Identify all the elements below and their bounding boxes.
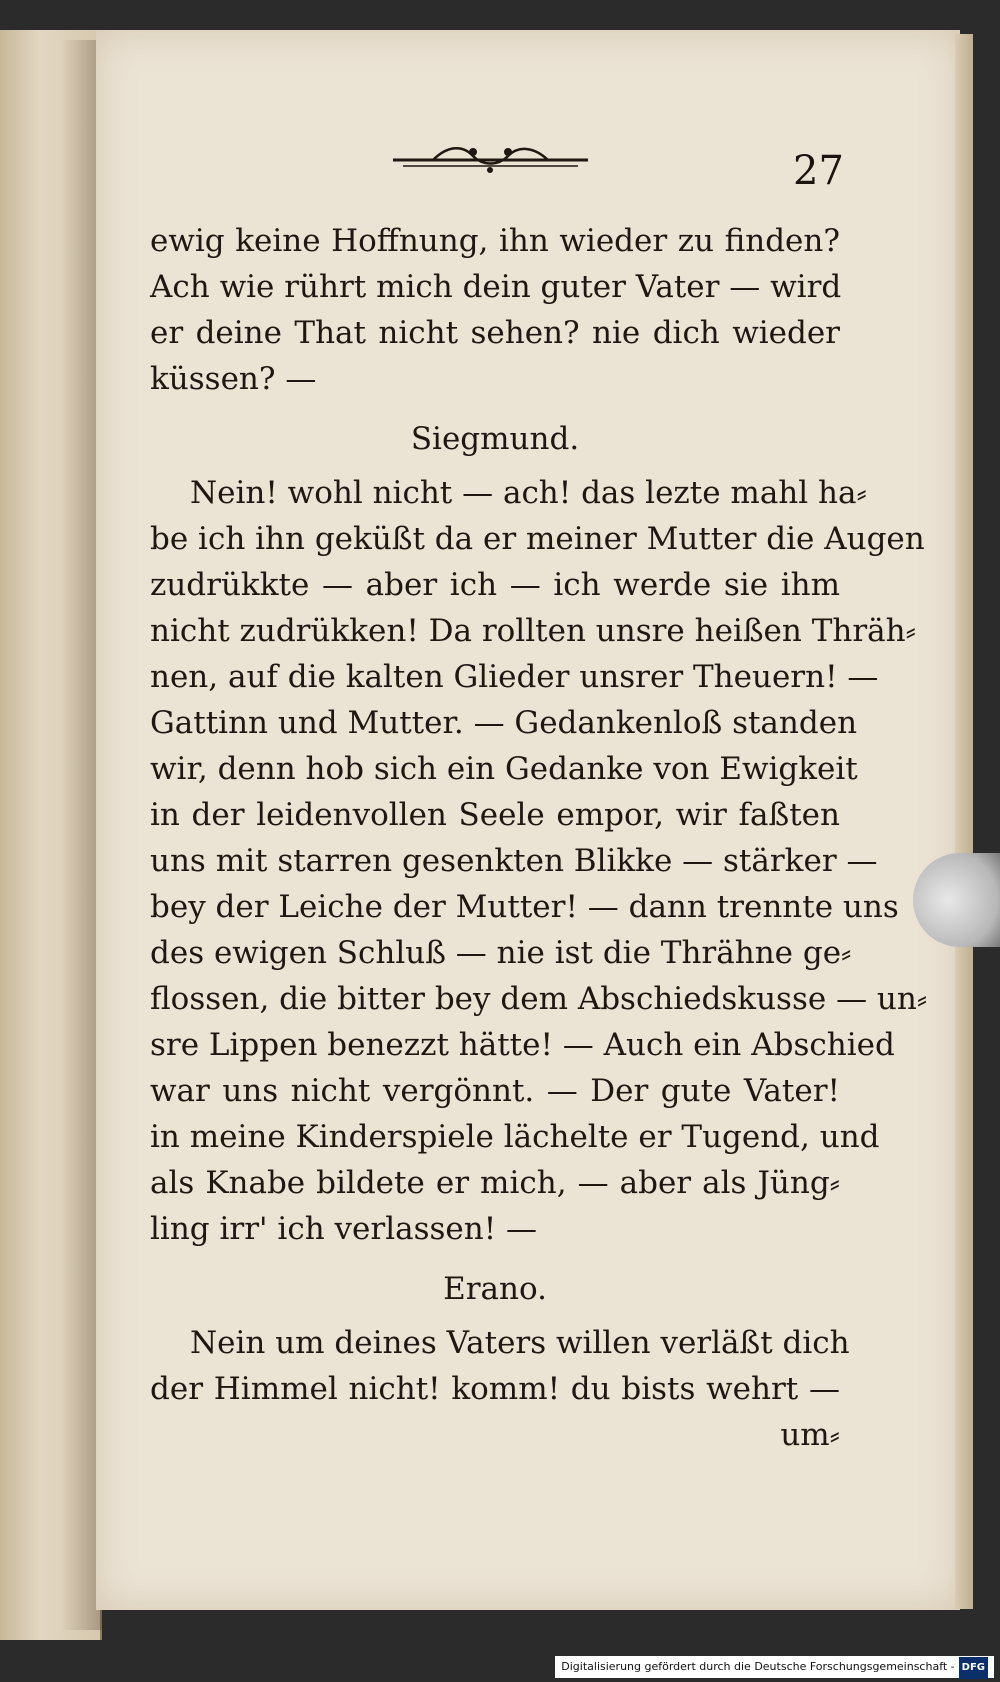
text-line: Gattinn und Mutter. — Gedankenloß standen <box>150 705 858 741</box>
text-line: als Knabe bildete er mich, — aber als Jüng⸗ <box>150 1165 840 1201</box>
text-line: nen, auf die kalten Glieder unsrer Theuern! — <box>150 659 879 695</box>
text-line: flossen, die bitter bey dem Abschiedskusse — un⸗ <box>150 981 928 1017</box>
text-line: ewig keine Hoffnung, ihn wieder zu finden? <box>150 223 840 259</box>
body-text <box>150 218 928 1458</box>
speaker-name: Siegmund. <box>410 421 580 457</box>
text-line: be ich ihn geküßt da er meiner Mutter die Augen <box>150 521 925 557</box>
text-line: uns mit starren gesenkten Blikke — stärker — <box>150 843 878 879</box>
text-line: Nein um deines Vaters willen verläßt dich <box>190 1325 850 1361</box>
text-line: Ach wie rührt mich dein guter Vater — wird <box>150 269 842 305</box>
text-line: in meine Kinderspiele lächelte er Tugend, und <box>150 1119 880 1155</box>
text-line: des ewigen Schluß — nie ist die Thrähne ge⸗ <box>150 935 852 971</box>
text-line: in der leidenvollen Seele empor, wir faßten <box>150 797 840 833</box>
text-line: war uns nicht vergönnt. — Der gute Vater! <box>150 1073 840 1109</box>
text-line: ling irr' ich verlassen! — <box>150 1211 538 1247</box>
text-line: wir, denn hob sich ein Gedanke von Ewigkeit <box>150 751 858 787</box>
catchword: um⸗ <box>780 1417 840 1453</box>
page-number: 27 <box>793 148 844 194</box>
speaker-name: Erano. <box>443 1271 547 1307</box>
dfg-logo: DFG <box>959 1657 988 1679</box>
scanner-clip <box>913 853 1000 947</box>
text-line: nicht zudrükken! Da rollten unsre heißen Thräh⸗ <box>150 613 916 649</box>
text-line: er deine That nicht sehen? nie dich wieder <box>150 315 840 351</box>
text-line: zudrükkte — aber ich — ich werde sie ihm <box>150 567 840 603</box>
text-line: sre Lippen benezzt hätte! — Auch ein Abschied <box>150 1027 895 1063</box>
digitization-credit <box>555 1656 994 1678</box>
ornament-icon <box>393 140 588 180</box>
text-line: küssen? — <box>150 361 317 397</box>
page-fore-edge <box>955 34 973 1609</box>
text-line: der Himmel nicht! komm! du bists wehrt — <box>150 1371 840 1407</box>
text-line: bey der Leiche der Mutter! — dann trennte uns <box>150 889 899 925</box>
credit-text: Digitalisierung gefördert durch die Deutsche Forschungsgemeinschaft - <box>561 1660 955 1673</box>
text-line: Nein! wohl nicht — ach! das lezte mahl ha⸗ <box>190 475 867 511</box>
